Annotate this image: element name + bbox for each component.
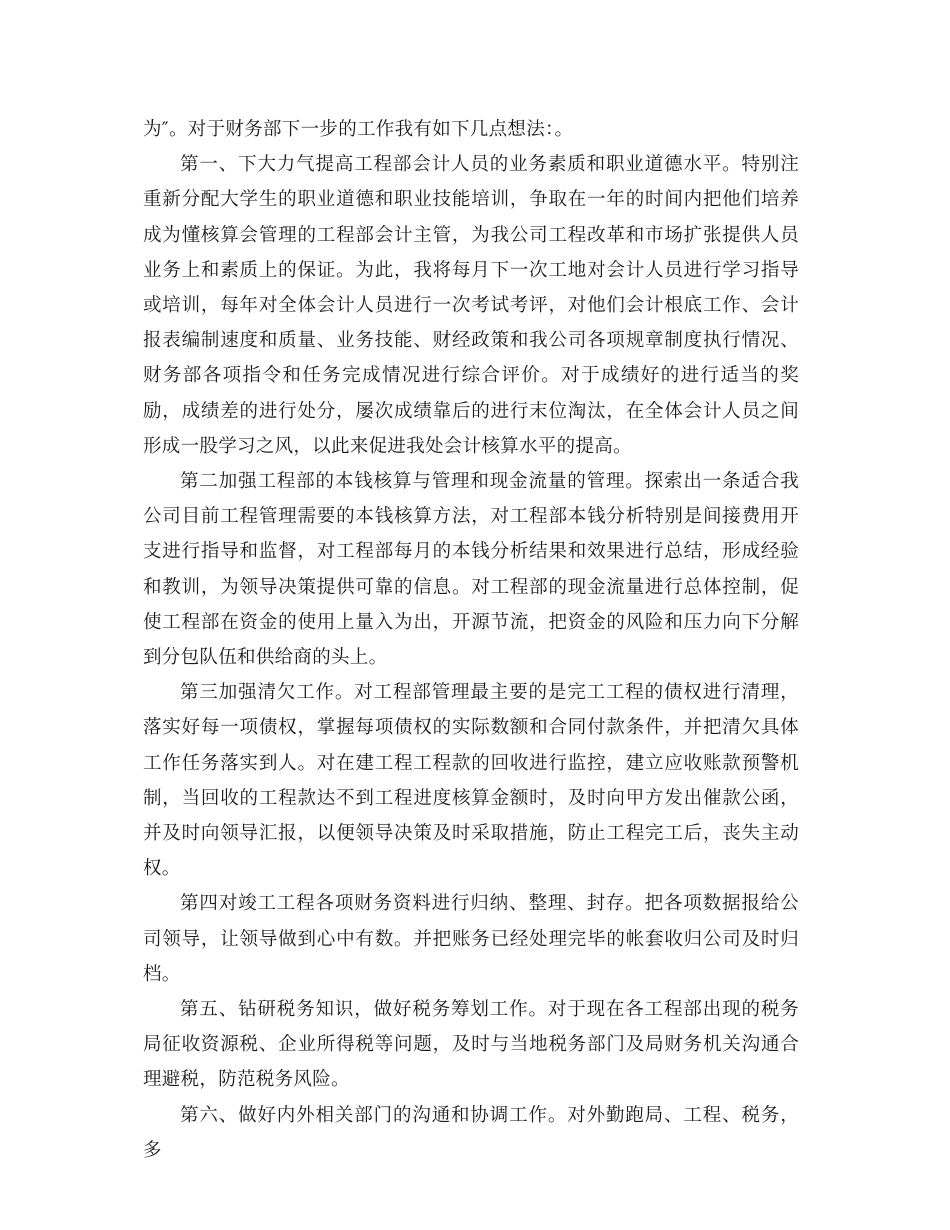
paragraph-continuation: 为″。对于财务部下一步的工作我有如下几点想法：。 <box>143 119 574 140</box>
document-body <box>143 112 799 1168</box>
paragraph-point-3: 第三加强清欠工作。对工程部管理最主要的是完工工程的债权进行清理，落实好每一项债权，掌握每项债权的实际数额和合同付款条件，并把清欠具体工作任务落实到人。对在建工程工程款的回收进行监控，建立应收账款预警机制，当回收的工程款达不到工程进度核算金额时，及时向甲方发出催款公函，并及时向领导汇报，以便领导决策及时采取措施，防止工程完工后，丧失主动权。 <box>143 682 799 880</box>
paragraph-point-2: 第二加强工程部的本钱核算与管理和现金流量的管理。探索出一条适合我公司目前工程管理需要的本钱核算方法，对工程部本钱分析特别是间接费用开支进行指导和监督，对工程部每月的本钱分析结果和效果进行总结，形成经验和教训，为领导决策提供可靠的信息。对工程部的现金流量进行总体控制，促使工程部在资金的使用上量入为出，开源节流，把资金的风险和压力向下分解到分包队伍和供给商的头上。 <box>143 471 799 669</box>
paragraph-point-6: 第六、做好内外相关部门的沟通和协调工作。对外勤跑局、工程、税务，多 <box>143 1104 799 1161</box>
paragraph-point-1: 第一、下大力气提高工程部会计人员的业务素质和职业道德水平。特别注重新分配大学生的职业道德和职业技能培训，争取在一年的时间内把他们培养成为懂核算会管理的工程部会计主管，为我公司工程改革和市场扩张提供人员业务上和素质上的保证。为此，我将每月下一次工地对会计人员进行学习指导或培训，每年对全体会计人员进行一次考试考评，对他们会计根底工作、会计报表编制速度和质量、业务技能、财经政策和我公司各项规章制度执行情况、财务部各项指令和任务完成情况进行综合评价。对于成绩好的进行适当的奖励，成绩差的进行处分，屡次成绩靠后的进行末位淘汰，在全体会计人员之间形成一股学习之风，以此来促进我处会计核算水平的提高。 <box>143 154 799 457</box>
paragraph-point-5: 第五、钻研税务知识，做好税务筹划工作。对于现在各工程部出现的税务局征收资源税、企业所得税等问题，及时与当地税务部门及局财务机关沟通合理避税，防范税务风险。 <box>143 999 799 1091</box>
paragraph-point-4: 第四对竣工工程各项财务资料进行归纳、整理、封存。把各项数据报给公司领导，让领导做到心中有数。并把账务已经处理完毕的帐套收归公司及时归档。 <box>143 893 799 985</box>
